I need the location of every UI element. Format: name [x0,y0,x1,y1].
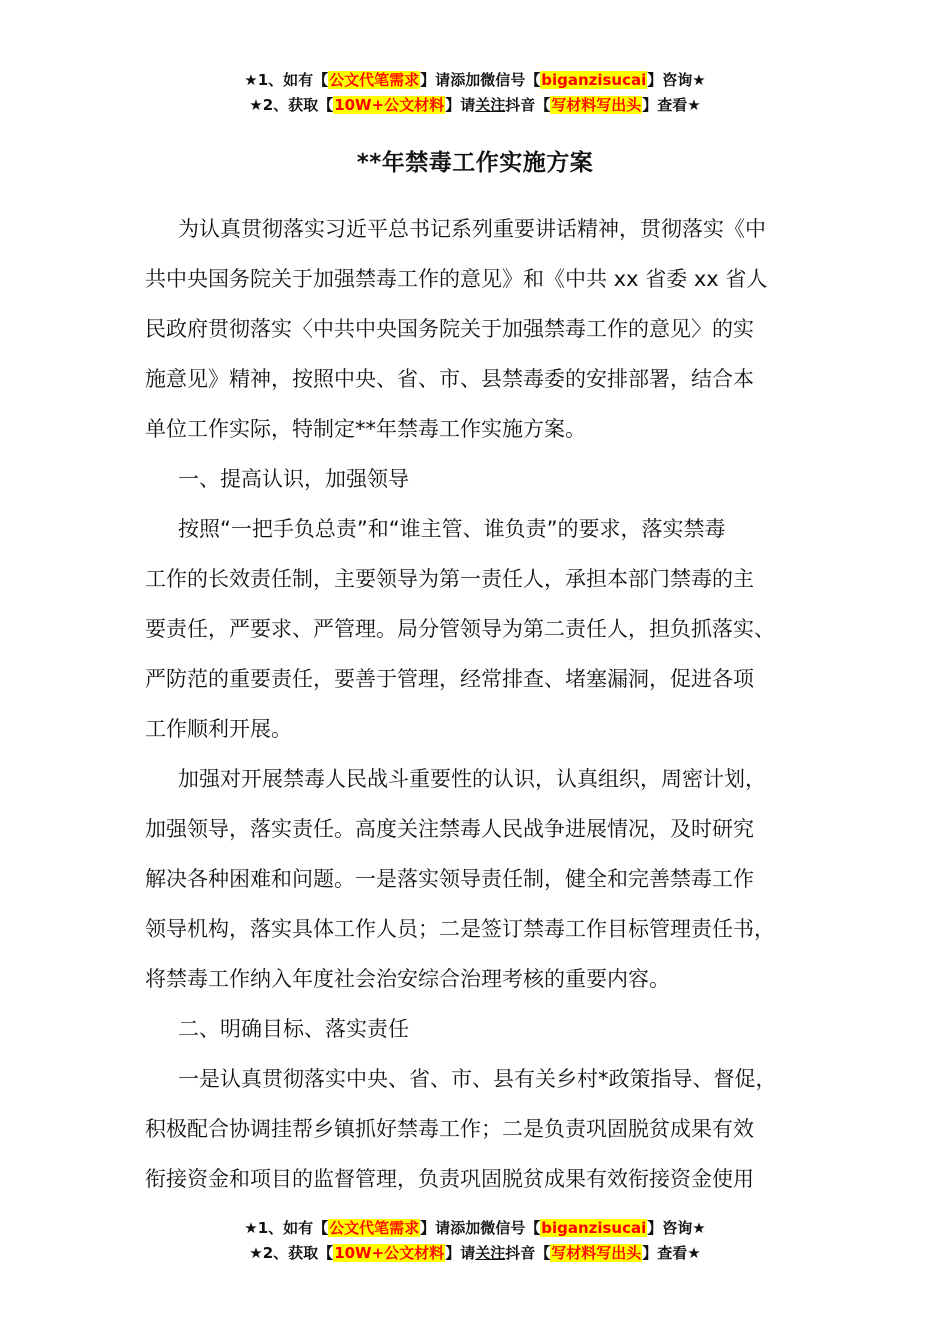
paragraph-line: 衔接资金和项目的监督管理，负责巩固脱贫成果有效衔接资金使用 [145,1167,754,1191]
banner-emphasis: 添加 [450,71,481,89]
banner-text: 】请 [445,1244,476,1262]
banner-douyin-id: 写材料写出头 [551,96,642,114]
paragraph-line: 施意见》精神，按照中央、省、市、县禁毒委的安排部署，结合本 [145,367,754,391]
banner-emphasis: 关注 [475,96,506,114]
banner-wechat-id: biganzisucai [541,1219,647,1237]
paragraph-line: 工作的长效责任制，主要领导为第一责任人，承担本部门禁毒的主 [145,567,754,591]
banner-highlight: 公文代笔需求 [329,1219,420,1237]
banner-text: 微信号【 [480,71,541,89]
banner-text: 】查看★ [642,96,701,114]
banner-text: ★2、获取【 [249,96,334,114]
paragraph-line: 单位工作实际，特制定**年禁毒工作实施方案。 [145,417,586,441]
paragraph-line: 解决各种困难和问题。一是落实领导责任制，健全和完善禁毒工作 [145,867,754,891]
paragraph-line: 为认真贯彻落实习近平总书记系列重要讲话精神，贯彻落实《中 [178,217,766,241]
banner-text: 】查看★ [642,1244,701,1262]
banner-highlight: 公文代笔需求 [329,71,420,89]
header-banner-line-1 [0,68,950,93]
paragraph-line: 加强对开展禁毒人民战斗重要性的认识，认真组织，周密计划， [178,767,766,791]
banner-douyin-id: 写材料写出头 [551,1244,642,1262]
paragraph-line: 按照“一把手负总责”和“谁主管、谁负责”的要求，落实禁毒 [178,517,726,541]
paragraph-line: 积极配合协调挂帮乡镇抓好禁毒工作；二是负责巩固脱贫成果有效 [145,1117,754,1141]
banner-text: ★2、获取【 [249,1244,334,1262]
banner-highlight: 10W+公文材料 [334,1244,445,1262]
banner-text: 】请 [420,1219,451,1237]
banner-text: 】咨询★ [647,1219,706,1237]
header-banner [0,68,950,118]
header-banner-line-2 [0,93,950,118]
paragraph-line: 一是认真贯彻落实中央、省、市、县有关乡村*政策指导、督促， [178,1067,777,1091]
banner-text: 】咨询★ [647,71,706,89]
paragraph-line: 工作顺利开展。 [145,717,292,741]
footer-banner [0,1216,950,1266]
banner-text: 】请 [445,96,476,114]
paragraph-line: 要责任，严要求、严管理。局分管领导为第二责任人，担负抓落实、 [145,617,775,641]
banner-emphasis: 关注 [475,1244,506,1262]
banner-text: 】请 [420,71,451,89]
paragraph-line: 加强领导，落实责任。高度关注禁毒人民战争进展情况，及时研究 [145,817,754,841]
banner-text: 微信号【 [480,1219,541,1237]
document-title: **年禁毒工作实施方案 [356,150,594,176]
paragraph-line: 将禁毒工作纳入年度社会治安综合治理考核的重要内容。 [145,967,670,991]
paragraph-line: 共中央国务院关于加强禁毒工作的意见》和《中共 xx 省委 xx 省人 [145,267,768,291]
footer-banner-line-1 [0,1216,950,1241]
paragraph-line: 严防范的重要责任，要善于管理，经常排查、堵塞漏洞，促进各项 [145,667,754,691]
document-body [145,204,810,1204]
banner-text: 抖音【 [505,96,551,114]
section-heading: 二、明确目标、落实责任 [178,1017,409,1041]
banner-wechat-id: biganzisucai [541,71,647,89]
paragraph-line: 领导机构，落实具体工作人员；二是签订禁毒工作目标管理责任书， [145,917,775,941]
paragraph-line: 民政府贯彻落实〈中共中央国务院关于加强禁毒工作的意见〉的实 [145,317,754,341]
footer-banner-line-2 [0,1241,950,1266]
banner-text: ★1、如有【 [244,71,329,89]
banner-emphasis: 添加 [450,1219,481,1237]
banner-text: ★1、如有【 [244,1219,329,1237]
section-heading: 一、提高认识，加强领导 [178,467,409,491]
banner-highlight: 10W+公文材料 [334,96,445,114]
banner-text: 抖音【 [505,1244,551,1262]
